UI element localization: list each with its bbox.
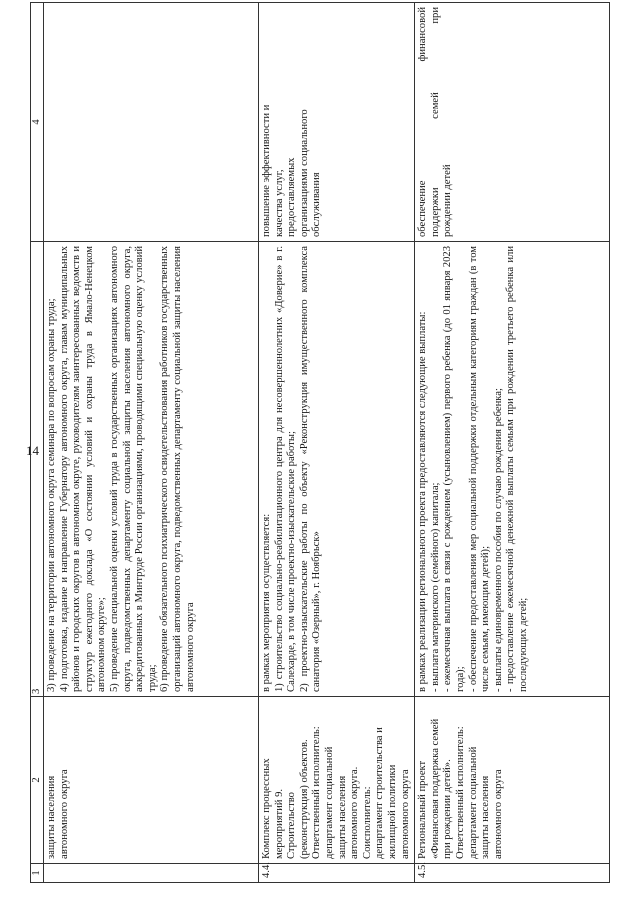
row-name: защиты населения автономного округа [44, 697, 259, 864]
table-row [44, 3, 259, 883]
header-col-1: 1 [31, 864, 44, 883]
header-col-4: 4 [31, 3, 44, 242]
row-content: 3) проведение на территории автономного округа семинара по вопросам охраны труда; 4) подготовка, издание и направление Губернатору автономного округа, главам муниципальных районов и городских округов в автономном округе, руководителям заинтересованных ведомств и структур ежегодного доклада «О состоянии условий и охраны труда в Ямало-Ненецком автономном округе»; 5) проведение специальной оценки условий труда в государственных организациях автономного округа, подведомственных департаменту социальной защиты населения автономного округа, аккредитованных в Минтруде России организациями, проводящими специальную оценку условий труда; 6) проведение обязательного психиатрического освидетельствования работников государственных организаций автономного округа, подведомственных департаменту социальной защиты населения автономного округа [44, 242, 259, 697]
row-result: обеспечение финансовой поддержки семей при рождении детей [415, 3, 610, 242]
table-header-row [31, 3, 44, 883]
table-row [259, 3, 415, 883]
row-number [44, 864, 259, 883]
row-number: 4.4. [259, 864, 415, 883]
row-result: повышение эффективности и качества услуг, предоставляемых организациями социального обслуживания [259, 3, 415, 242]
page-number: 14 [26, 443, 39, 458]
row-result [44, 3, 259, 242]
measures-table [30, 2, 610, 883]
header-col-2: 2 [31, 697, 44, 864]
row-number: 4.5. [415, 864, 610, 883]
row-name: Региональный проект «Финансовая поддержка семей при рождении детей». Ответственный исполнитель: департамент социальной защиты населения автономного округа [415, 697, 610, 864]
row-name: Комплекс процессных мероприятий 9. Строительство (реконструкция) объектов. Ответственный исполнитель: департамент социальной защиты населения автономного округа. Соисполнитель: департамент строительства и жилищной политики автономного округа [259, 697, 415, 864]
table-row [415, 3, 610, 883]
row-content: в рамках мероприятия осуществляется: 1) строительство социально-реабилитационного центра для несовершеннолетних «Доверие» в г. Салехарде, в том числе проектно-изыскательские работы; 2) проектно-изыскательские работы по объекту «Реконструкция имущественного комплекса санатория «Озерный», г. Ноябрьск» [259, 242, 415, 697]
header-col-3: 3 [31, 242, 44, 697]
row-content: в рамках реализации регионального проекта предоставляются следующие выплаты: - выплата материнского (семейного) капитала; - ежемесячная выплата в связи с рождением (усыновлением) первого ребенка (до 01 января 2023 года); - обеспечение предоставления мер социальной поддержки отдельным категориям граждан (в том числе семьям, имеющим детей); - выплаты единовременного пособия по случаю рождения ребенка; - предоставление ежемесячной денежной выплаты семьям при рождении третьего ребенка или последующих детей; [415, 242, 610, 697]
rotated-table-container [30, 7, 610, 883]
